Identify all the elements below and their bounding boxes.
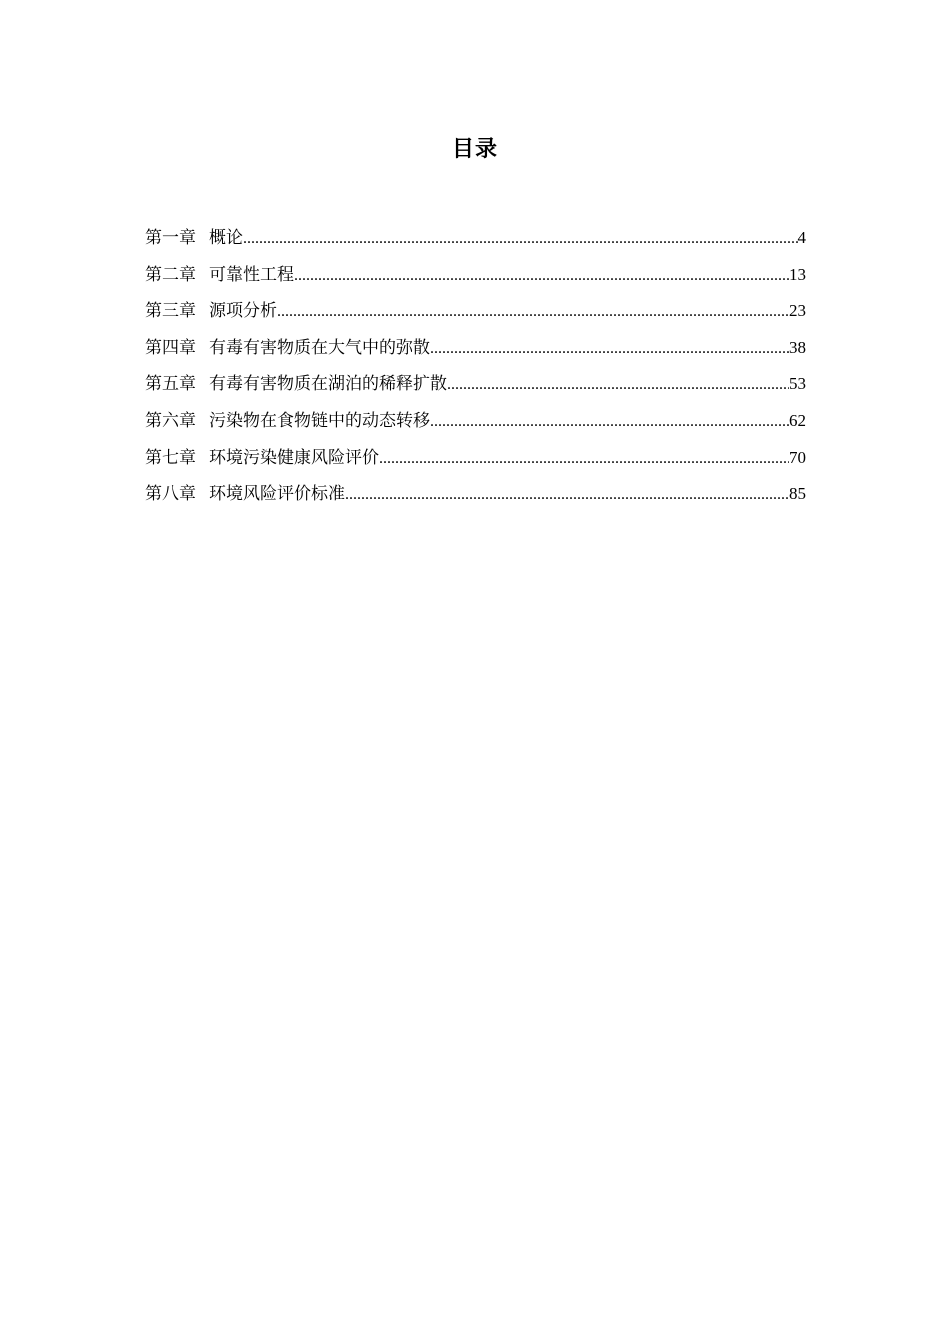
toc-page-number: 53	[789, 374, 806, 394]
toc-entry-2[interactable]	[145, 259, 806, 296]
toc-title: 目录	[451, 137, 498, 162]
toc-page-number: 38	[789, 337, 806, 357]
toc-page-number: 85	[789, 484, 806, 504]
toc-page-number: 70	[789, 447, 806, 467]
toc-chapter-number: 第七章	[145, 447, 196, 468]
toc-chapter-title: 有毒有害物质在湖泊的稀释扩散	[209, 374, 447, 395]
toc-chapter-title: 污染物在食物链中的动态转移	[209, 410, 430, 431]
toc-chapter-number: 第四章	[145, 337, 196, 358]
toc-dot-leader	[430, 333, 789, 365]
toc-dot-leader	[294, 260, 789, 292]
toc-chapter-number: 第五章	[145, 374, 196, 395]
toc-dot-leader	[430, 406, 789, 438]
table-of-contents	[145, 222, 806, 515]
toc-page-number: 62	[789, 410, 806, 430]
toc-dot-leader	[345, 479, 789, 511]
toc-entry-8[interactable]	[145, 478, 806, 515]
toc-dot-leader	[379, 443, 789, 475]
toc-chapter-title: 源项分析	[209, 301, 277, 322]
toc-chapter-title: 概论	[209, 228, 243, 248]
toc-entry-7[interactable]	[145, 442, 806, 479]
toc-chapter-title: 有毒有害物质在大气中的弥散	[209, 337, 430, 358]
toc-dot-leader	[277, 296, 789, 328]
toc-chapter-number: 第三章	[145, 301, 196, 322]
toc-chapter-title: 环境污染健康风险评价	[209, 447, 379, 468]
toc-page-number: 13	[789, 264, 806, 284]
toc-chapter-number: 第一章	[145, 228, 196, 248]
toc-chapter-title: 环境风险评价标准	[209, 484, 345, 505]
toc-entry-5[interactable]	[145, 368, 806, 405]
toc-entry-1[interactable]	[145, 222, 806, 259]
toc-chapter-number: 第二章	[145, 264, 196, 285]
toc-chapter-number: 第六章	[145, 410, 196, 431]
toc-chapter-title: 可靠性工程	[209, 264, 294, 285]
toc-chapter-number: 第八章	[145, 484, 196, 505]
toc-dot-leader	[243, 223, 798, 255]
toc-entry-3[interactable]	[145, 295, 806, 332]
toc-page-number: 23	[789, 301, 806, 321]
toc-entry-4[interactable]	[145, 332, 806, 369]
toc-entry-6[interactable]	[145, 405, 806, 442]
toc-dot-leader	[447, 369, 789, 401]
toc-page-number: 4	[797, 228, 806, 247]
